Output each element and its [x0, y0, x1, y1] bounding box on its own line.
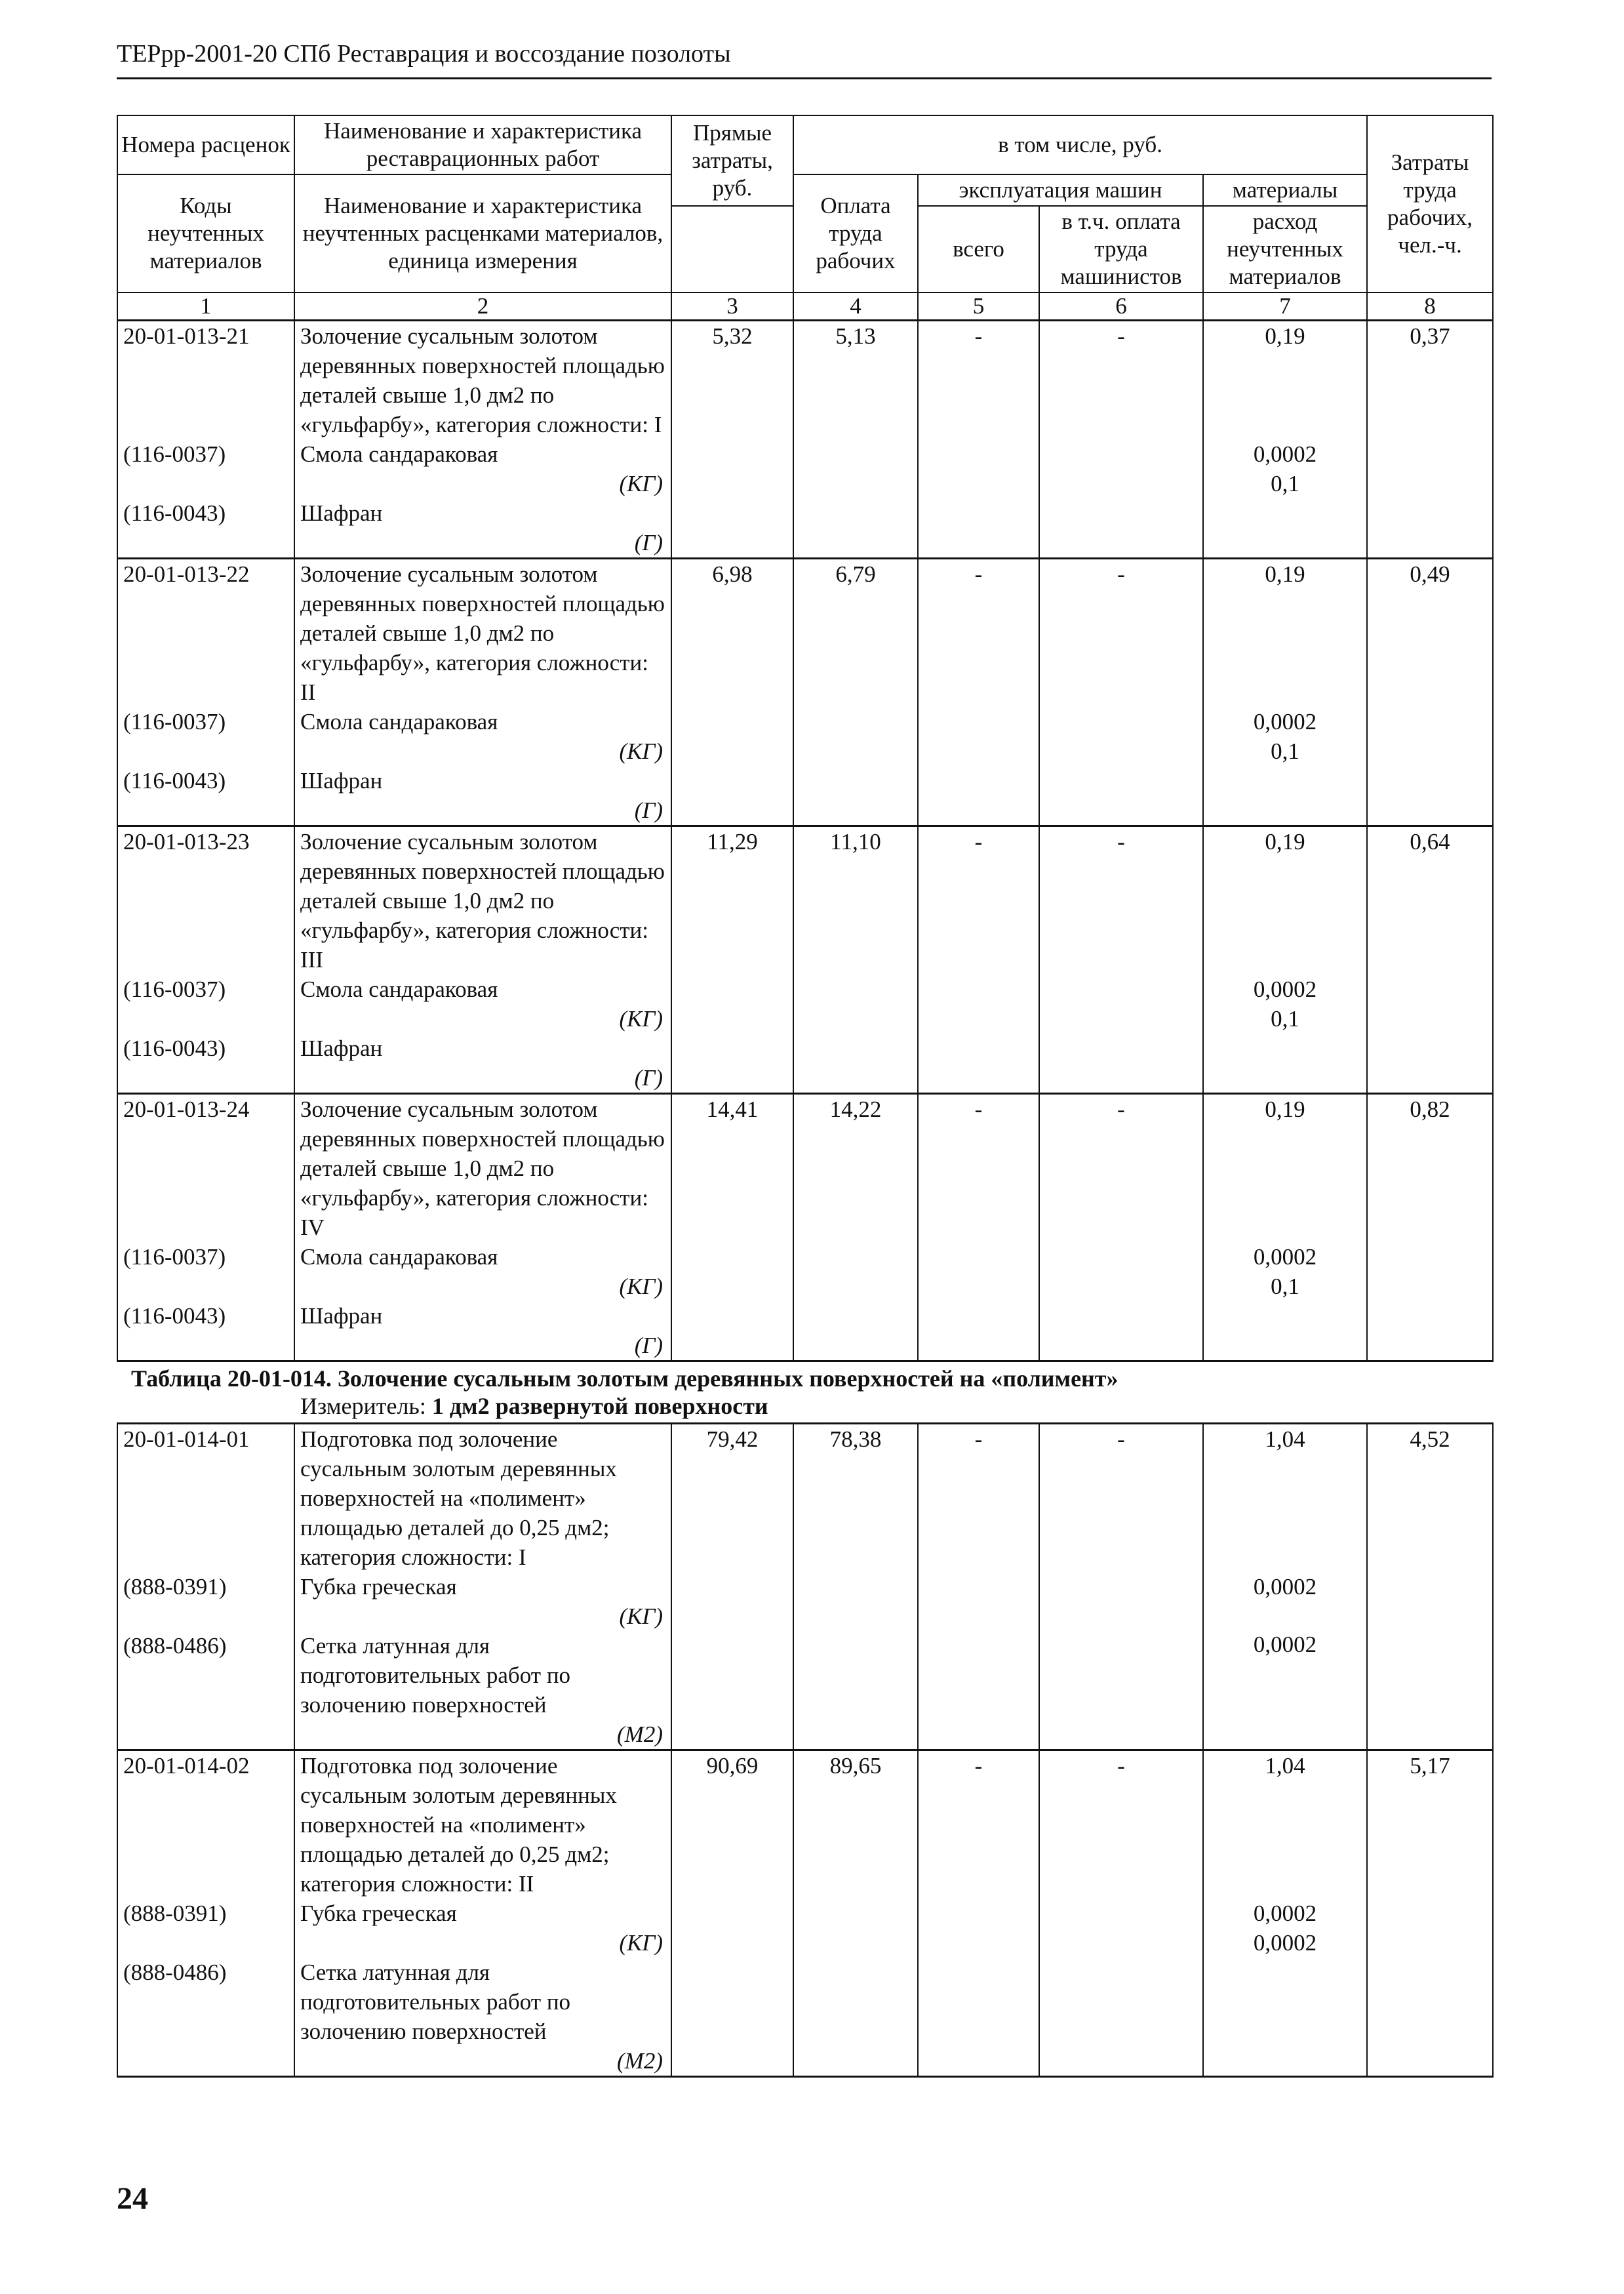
material-code-wrap — [123, 1631, 288, 1749]
material-code-wrap — [123, 498, 288, 557]
material-unit: (КГ) — [619, 1930, 663, 1956]
material-unit: (Г) — [634, 1065, 663, 1091]
material-entry — [300, 1572, 665, 1631]
rate-row — [117, 321, 1493, 559]
machinist-pay: - — [1117, 1097, 1125, 1122]
material-code: (116-0043) — [123, 768, 226, 794]
material-entry — [300, 766, 665, 825]
labor-hours-cell — [1367, 559, 1493, 826]
material-qty-wrap — [1209, 1572, 1361, 1601]
codes-cell — [117, 1094, 294, 1361]
col-material-name: Наименование и характеристика неучтенных расценками материалов, единица измерения — [294, 174, 671, 292]
material-qty: 0,1 — [1271, 471, 1299, 496]
codes-cell — [117, 826, 294, 1094]
direct-cost-cell — [671, 1094, 793, 1361]
material-qty-wrap — [1209, 1242, 1361, 1272]
material-qty: 0,1 — [1271, 738, 1299, 764]
material-code: (116-0043) — [123, 1036, 226, 1061]
col-materials: материалы — [1203, 174, 1367, 206]
material-code: (888-0486) — [123, 1633, 227, 1659]
material-code-wrap — [123, 1572, 288, 1631]
labor-hours: 4,52 — [1410, 1426, 1450, 1452]
material-code-wrap — [123, 766, 288, 825]
rate-code: 20-01-013-21 — [123, 323, 250, 349]
col-num: 4 — [793, 292, 918, 321]
material-qty-wrap — [1209, 469, 1361, 498]
rate-row — [117, 1094, 1493, 1361]
materials-cost: 0,19 — [1265, 561, 1305, 587]
machinist-pay-cell — [1039, 1094, 1203, 1361]
col-num: 3 — [671, 292, 793, 321]
work-name: Золочение сусальным золотом деревянных поверхностей площадью деталей свыше 1,0 дм2 по «гульфарбу», категория сложности: II — [300, 561, 665, 705]
codes-cell — [117, 1424, 294, 1750]
material-code-wrap — [123, 1301, 288, 1360]
col-including: в том числе, руб. — [793, 115, 1367, 174]
direct-cost-cell — [671, 1424, 793, 1750]
material-code: (116-0043) — [123, 1303, 226, 1329]
col-machines-total: всего — [918, 206, 1039, 292]
labor-hours: 0,82 — [1410, 1097, 1450, 1122]
col-num: 2 — [294, 292, 671, 321]
material-name: Шафран — [300, 768, 383, 794]
rate-row — [117, 1424, 1493, 1750]
codes-cell — [117, 559, 294, 826]
material-qty-wrap — [1209, 736, 1361, 766]
material-entry — [300, 498, 665, 557]
material-name: Шафран — [300, 1303, 383, 1329]
machinist-pay: - — [1117, 561, 1125, 587]
material-qty-wrap — [1209, 439, 1361, 469]
material-qty-wrap — [1209, 1272, 1361, 1301]
labor-hours-cell — [1367, 1094, 1493, 1361]
worker-pay-cell — [793, 1424, 918, 1750]
material-unit: (Г) — [634, 1333, 663, 1358]
material-entry — [300, 975, 665, 1034]
machinist-pay-cell — [1039, 559, 1203, 826]
material-unit: (КГ) — [619, 1603, 663, 1629]
material-name: Смола сандараковая — [300, 709, 498, 734]
rate-code: 20-01-013-24 — [123, 1097, 250, 1122]
material-name: Смола сандараковая — [300, 976, 498, 1002]
direct-cost: 90,69 — [706, 1753, 759, 1779]
labor-hours: 0,49 — [1410, 561, 1450, 587]
col-machinist-pay: в т.ч. оплата труда машинистов — [1039, 206, 1203, 292]
names-cell — [294, 321, 671, 559]
material-code-wrap — [123, 1034, 288, 1093]
direct-cost: 5,32 — [712, 323, 753, 349]
work-name: Золочение сусальным золотом деревянных поверхностей площадью деталей свыше 1,0 дм2 по «гульфарбу», категория сложности: IV — [300, 1097, 665, 1240]
materials-cost: 1,04 — [1265, 1426, 1305, 1452]
material-qty-wrap — [1209, 1004, 1361, 1034]
labor-hours: 0,64 — [1410, 829, 1450, 855]
rate-row — [117, 826, 1493, 1094]
material-qty-wrap — [1209, 1928, 1361, 1958]
names-cell — [294, 1424, 671, 1750]
material-qty-wrap — [1209, 975, 1361, 1004]
material-code: (888-0391) — [123, 1574, 227, 1600]
material-entry — [300, 1631, 665, 1749]
work-name: Золочение сусальным золотом деревянных поверхностей площадью деталей свыше 1,0 дм2 по «гульфарбу», категория сложности: I — [300, 323, 665, 437]
col-num: 8 — [1367, 292, 1493, 321]
material-qty: 0,0002 — [1253, 441, 1317, 467]
col-num: 5 — [918, 292, 1039, 321]
rate-code: 20-01-014-02 — [123, 1753, 250, 1779]
machines-total: - — [974, 561, 983, 587]
machines-total: - — [974, 1753, 983, 1779]
machinist-pay-cell — [1039, 1750, 1203, 2077]
material-qty: 0,1 — [1271, 1274, 1299, 1299]
rate-code: 20-01-014-01 — [123, 1426, 250, 1452]
material-code-wrap — [123, 439, 288, 498]
worker-pay: 14,22 — [829, 1097, 882, 1122]
material-name: Смола сандараковая — [300, 441, 498, 467]
col-work-name: Наименование и характеристика реставрационных работ — [294, 115, 671, 174]
worker-pay-cell — [793, 1750, 918, 2077]
material-name: Смола сандараковая — [300, 1244, 498, 1270]
materials-cell — [1203, 1750, 1367, 2077]
material-unit: (КГ) — [619, 1274, 663, 1299]
machinist-pay-cell — [1039, 826, 1203, 1094]
direct-cost-cell — [671, 1750, 793, 2077]
worker-pay: 11,10 — [830, 829, 881, 855]
worker-pay-cell — [793, 826, 918, 1094]
materials-cell — [1203, 1424, 1367, 1750]
rates-table-014 — [117, 1422, 1494, 2078]
rate-code: 20-01-013-22 — [123, 561, 250, 587]
work-name: Золочение сусальным золотом деревянных поверхностей площадью деталей свыше 1,0 дм2 по «гульфарбу», категория сложности: III — [300, 829, 665, 973]
material-entry — [300, 1958, 665, 2076]
machinist-pay: - — [1117, 1426, 1125, 1452]
material-unit: (КГ) — [619, 738, 663, 764]
material-qty: 0,0002 — [1253, 976, 1317, 1002]
machines-total: - — [974, 323, 983, 349]
materials-cell — [1203, 321, 1367, 559]
material-qty-wrap — [1209, 1899, 1361, 1928]
col-worker-pay: Оплата труда рабочих — [793, 174, 918, 292]
material-qty: 0,0002 — [1253, 1901, 1317, 1926]
material-unit: (КГ) — [619, 471, 663, 496]
material-name: Сетка латунная для подготовительных работ по золочению поверхностей — [300, 1960, 571, 2044]
names-cell — [294, 559, 671, 826]
labor-hours: 5,17 — [1410, 1753, 1450, 1779]
material-entry — [300, 1034, 665, 1093]
direct-cost: 14,41 — [706, 1097, 759, 1122]
materials-cost: 0,19 — [1265, 829, 1305, 855]
material-name: Шафран — [300, 1036, 383, 1061]
labor-hours: 0,37 — [1410, 323, 1450, 349]
col-num: 6 — [1039, 292, 1203, 321]
direct-cost-cell — [671, 559, 793, 826]
labor-hours-cell — [1367, 1750, 1493, 2077]
worker-pay: 78,38 — [829, 1426, 882, 1452]
materials-cell — [1203, 559, 1367, 826]
material-code-wrap — [123, 1958, 288, 2076]
material-code-wrap — [123, 975, 288, 1034]
material-qty: 0,1 — [1271, 1006, 1299, 1032]
labor-hours-cell — [1367, 321, 1493, 559]
material-entry — [300, 1242, 665, 1301]
col-labor-hours: Затраты труда рабочих, чел.-ч. — [1367, 115, 1493, 292]
material-qty: 0,0002 — [1253, 1930, 1317, 1956]
machines-cell — [918, 321, 1039, 559]
direct-cost: 6,98 — [712, 561, 753, 587]
material-unit: (Г) — [634, 797, 663, 823]
header-rule — [117, 77, 1492, 79]
material-name: Сетка латунная для подготовительных работ по золочению поверхностей — [300, 1633, 571, 1718]
material-qty-wrap — [1209, 1630, 1361, 1659]
material-unit: (Г) — [634, 530, 663, 555]
col-direct-costs: Прямые затраты, руб. — [671, 115, 793, 206]
table-meter — [300, 1392, 768, 1420]
meter-value: 1 дм2 развернутой поверхности — [431, 1393, 768, 1419]
rate-row — [117, 1750, 1493, 2077]
material-code: (116-0037) — [123, 441, 226, 467]
material-qty: 0,0002 — [1253, 1632, 1317, 1657]
material-entry — [300, 1899, 665, 1958]
material-code: (888-0391) — [123, 1901, 227, 1926]
codes-cell — [117, 1750, 294, 2077]
machines-cell — [918, 559, 1039, 826]
material-qty: 0,0002 — [1253, 1574, 1317, 1600]
page-number: 24 — [117, 2181, 148, 2216]
material-qty: 0,0002 — [1253, 1244, 1317, 1270]
material-code: (116-0037) — [123, 709, 226, 734]
col-material-codes: Коды неучтенных материалов — [117, 174, 294, 292]
worker-pay: 6,79 — [835, 561, 876, 587]
machines-cell — [918, 1094, 1039, 1361]
direct-cost-cell — [671, 826, 793, 1094]
rate-row — [117, 559, 1493, 826]
direct-cost: 11,29 — [707, 829, 758, 855]
table-caption: Таблица 20-01-014. Золочение сусальным золотым деревянных поверхностей на «полимент» — [131, 1365, 1119, 1392]
machines-total: - — [974, 1426, 983, 1452]
names-cell — [294, 1750, 671, 2077]
worker-pay: 5,13 — [835, 323, 876, 349]
material-entry — [300, 1301, 665, 1360]
machines-total: - — [974, 1097, 983, 1122]
machinist-pay: - — [1117, 829, 1125, 855]
material-code: (116-0043) — [123, 500, 226, 526]
direct-cost: 79,42 — [706, 1426, 759, 1452]
material-unit: (М2) — [617, 1721, 663, 1747]
machines-cell — [918, 826, 1039, 1094]
machinist-pay: - — [1117, 323, 1125, 349]
codes-cell — [117, 321, 294, 559]
col-num: 1 — [117, 292, 294, 321]
material-qty-wrap — [1209, 707, 1361, 736]
materials-cell — [1203, 826, 1367, 1094]
material-entry — [300, 439, 665, 498]
worker-pay-cell — [793, 321, 918, 559]
materials-cost: 0,19 — [1265, 323, 1305, 349]
material-code-wrap — [123, 707, 288, 766]
col-num: 7 — [1203, 292, 1367, 321]
material-name: Губка греческая — [300, 1901, 457, 1926]
materials-cell — [1203, 1094, 1367, 1361]
machinist-pay: - — [1117, 1753, 1125, 1779]
meter-label: Измеритель: — [300, 1393, 432, 1419]
material-name: Губка греческая — [300, 1574, 457, 1600]
labor-hours-cell — [1367, 826, 1493, 1094]
material-code: (116-0037) — [123, 976, 226, 1002]
worker-pay-cell — [793, 559, 918, 826]
materials-cost: 1,04 — [1265, 1753, 1305, 1779]
names-cell — [294, 826, 671, 1094]
page-header: ТЕРрр-2001-20 СПб Реставрация и воссоздание позолоты — [117, 40, 731, 68]
material-code: (888-0486) — [123, 1960, 227, 1985]
machines-cell — [918, 1424, 1039, 1750]
work-name: Подготовка под золочение сусальным золотым деревянных поверхностей на «полимент» площадью деталей до 0,25 дм2; категория сложности: I — [300, 1426, 617, 1570]
materials-cost: 0,19 — [1265, 1097, 1305, 1122]
direct-cost-cell — [671, 321, 793, 559]
worker-pay-cell — [793, 1094, 918, 1361]
labor-hours-cell — [1367, 1424, 1493, 1750]
col-machines: эксплуатация машин — [918, 174, 1203, 206]
material-name: Шафран — [300, 500, 383, 526]
material-code-wrap — [123, 1242, 288, 1301]
machines-total: - — [974, 829, 983, 855]
worker-pay: 89,65 — [829, 1753, 882, 1779]
material-unit: (М2) — [617, 2048, 663, 2074]
names-cell — [294, 1094, 671, 1361]
material-code: (116-0037) — [123, 1244, 226, 1270]
machinist-pay-cell — [1039, 1424, 1203, 1750]
material-unit: (КГ) — [619, 1006, 663, 1032]
machines-cell — [918, 1750, 1039, 2077]
machinist-pay-cell — [1039, 321, 1203, 559]
material-qty: 0,0002 — [1253, 709, 1317, 734]
material-code-wrap — [123, 1899, 288, 1958]
rates-table-013 — [117, 115, 1494, 1362]
material-entry — [300, 707, 665, 766]
col-unaccounted-materials: расход неучтенных материалов — [1203, 206, 1367, 292]
rate-code: 20-01-013-23 — [123, 829, 250, 855]
col-rate-numbers: Номера расценок — [117, 115, 294, 174]
work-name: Подготовка под золочение сусальным золотым деревянных поверхностей на «полимент» площадью деталей до 0,25 дм2; категория сложности: II — [300, 1753, 617, 1897]
